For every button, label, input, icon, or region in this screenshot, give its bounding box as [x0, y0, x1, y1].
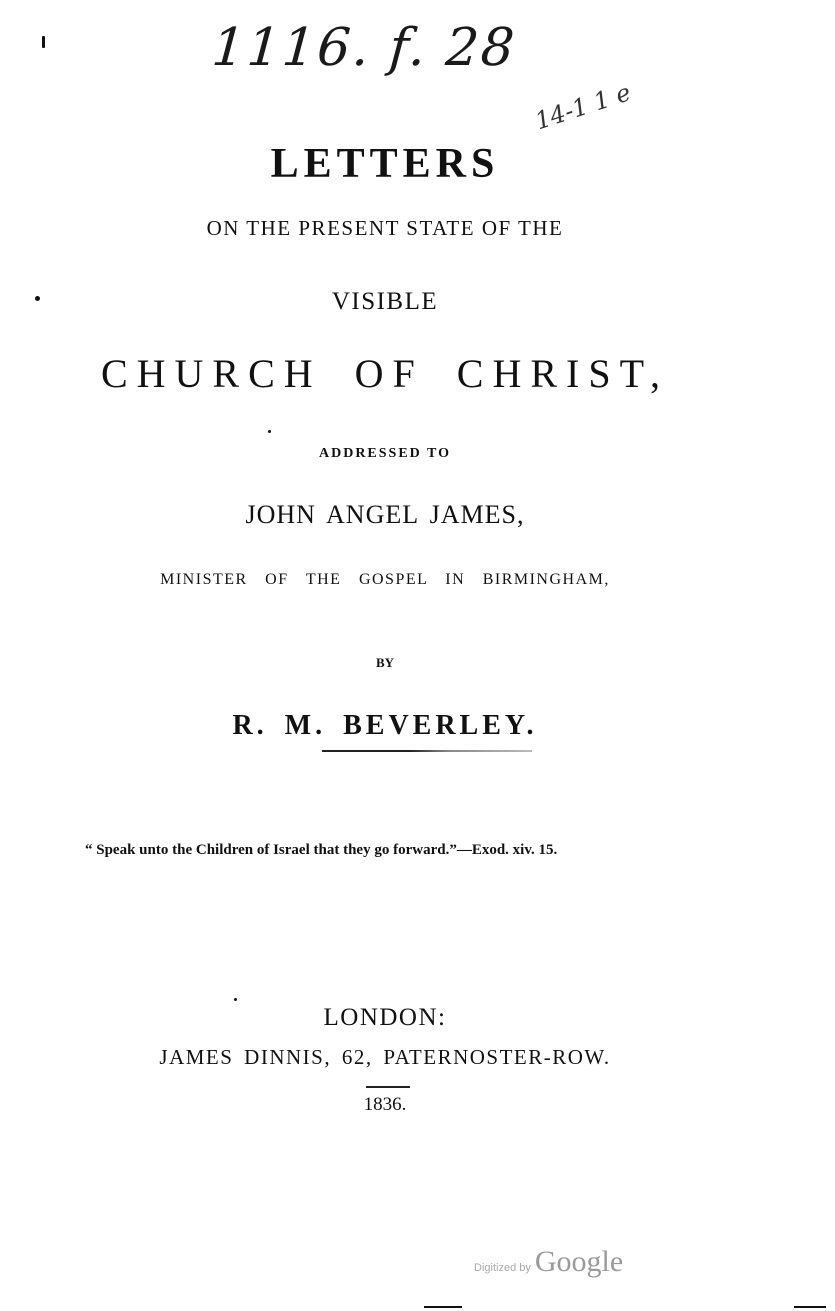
ink-speck — [268, 430, 271, 433]
title: LETTERS — [270, 141, 500, 187]
imprint-year: 1836. — [363, 1094, 407, 1115]
year-rule — [366, 1086, 410, 1088]
page-edge-mark — [424, 1306, 462, 1308]
church-line: CHURCH OF CHRIST, — [100, 351, 670, 396]
watermark-prefix: Digitized by — [474, 1262, 531, 1274]
subtitle: ON THE PRESENT STATE OF THE — [206, 216, 564, 240]
visible-line: VISIBLE — [331, 288, 439, 315]
recipient-name: JOHN ANGEL JAMES, — [245, 500, 525, 529]
epigraph: “ Speak unto the Children of Israel that they go forward.”—Exod. xiv. 15. — [85, 842, 558, 858]
handwritten-shelfmark: 1116. f. 28 — [209, 18, 519, 78]
author-underline — [322, 750, 532, 752]
page-edge-mark — [794, 1306, 826, 1308]
watermark-brand: Google — [534, 1245, 624, 1278]
by-line: BY — [375, 655, 395, 670]
handwritten-marginal-note: 14-1 1 e — [531, 78, 635, 136]
addressed-line: ADDRESSED TO — [318, 446, 452, 461]
digitization-watermark — [474, 1245, 623, 1279]
recipient-role: MINISTER OF THE GOSPEL IN BIRMINGHAM, — [160, 571, 610, 588]
ink-speck — [234, 998, 237, 1001]
imprint-publisher: JAMES DINNIS, 62, PATERNOSTER-ROW. — [159, 1045, 611, 1069]
ink-speck — [42, 36, 45, 48]
imprint-city: LONDON: — [323, 1004, 447, 1031]
author-name: R. M. BEVERLEY. — [232, 710, 538, 741]
